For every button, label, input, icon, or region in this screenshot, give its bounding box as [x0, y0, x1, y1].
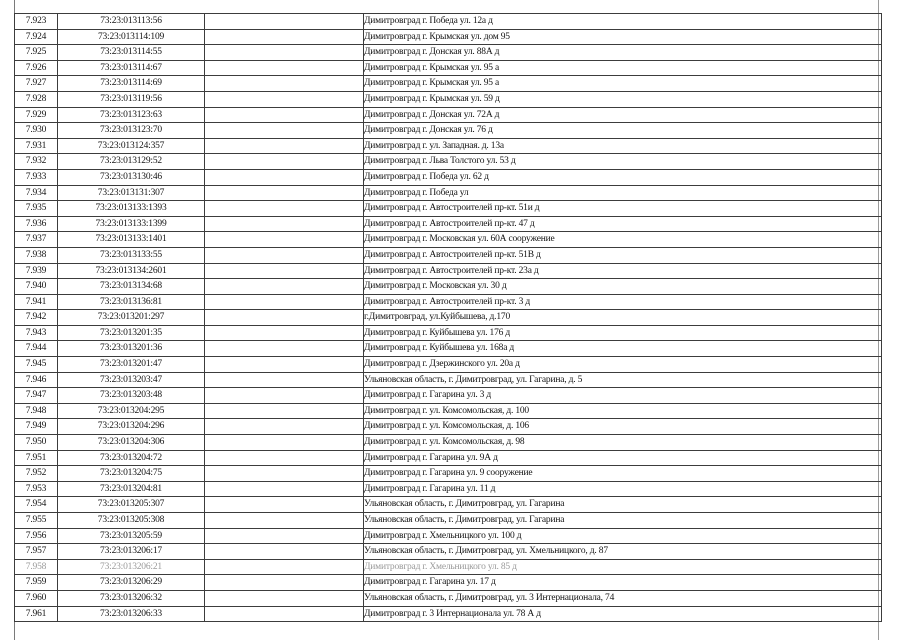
cadastral-number: 73:23:013204:75	[58, 466, 205, 482]
row-number: 7.935	[15, 201, 58, 217]
address-cell: Димитровград г. Донская ул. 88А д	[364, 45, 882, 61]
empty-cell	[205, 138, 364, 154]
empty-cell	[205, 60, 364, 76]
empty-cell	[205, 310, 364, 326]
empty-cell	[205, 325, 364, 341]
address-cell: Димитровград г. Гагарина ул. 9 сооружение	[364, 466, 882, 482]
row-number: 7.957	[15, 544, 58, 560]
table-row	[15, 45, 882, 61]
table-row	[15, 559, 882, 575]
table-row	[15, 232, 882, 248]
row-number: 7.933	[15, 169, 58, 185]
cadastral-number: 73:23:013206:21	[58, 559, 205, 575]
row-number: 7.961	[15, 606, 58, 622]
row-number: 7.950	[15, 435, 58, 451]
table-row	[15, 60, 882, 76]
empty-cell	[205, 294, 364, 310]
empty-cell	[205, 154, 364, 170]
address-cell: Димитровград г. Гагарина ул. 11 д	[364, 481, 882, 497]
table-row	[15, 481, 882, 497]
address-cell: Димитровград г. Хмельницкого ул. 100 д	[364, 528, 882, 544]
row-number: 7.951	[15, 450, 58, 466]
cadastral-number: 73:23:013133:1401	[58, 232, 205, 248]
address-cell: Димитровград г. Льва Толстого ул. 53 д	[364, 154, 882, 170]
table-row	[15, 201, 882, 217]
row-number: 7.932	[15, 154, 58, 170]
empty-cell	[205, 450, 364, 466]
table-row	[15, 294, 882, 310]
empty-cell	[205, 388, 364, 404]
empty-cell	[205, 169, 364, 185]
row-number: 7.939	[15, 263, 58, 279]
cadastral-number: 73:23:013123:70	[58, 123, 205, 139]
row-number: 7.947	[15, 388, 58, 404]
empty-cell	[205, 575, 364, 591]
address-cell: Димитровград г. ул. Западная. д. 13а	[364, 138, 882, 154]
empty-cell	[205, 544, 364, 560]
table-row	[15, 341, 882, 357]
table-row	[15, 466, 882, 482]
empty-cell	[205, 606, 364, 622]
row-number: 7.936	[15, 216, 58, 232]
row-number: 7.944	[15, 341, 58, 357]
cadastral-number: 73:23:013204:306	[58, 435, 205, 451]
row-number: 7.941	[15, 294, 58, 310]
cadastral-number: 73:23:013114:67	[58, 60, 205, 76]
empty-cell	[205, 14, 364, 30]
row-number: 7.924	[15, 29, 58, 45]
cadastral-number: 73:23:013114:109	[58, 29, 205, 45]
table-row	[15, 403, 882, 419]
row-number: 7.959	[15, 575, 58, 591]
empty-cell	[205, 435, 364, 451]
table-row	[15, 435, 882, 451]
cadastral-number: 73:23:013205:308	[58, 513, 205, 529]
address-cell: Димитровград г. Куйбышева ул. 176 д	[364, 325, 882, 341]
cadastral-number: 73:23:013206:33	[58, 606, 205, 622]
empty-cell	[205, 559, 364, 575]
empty-cell	[205, 91, 364, 107]
empty-cell	[205, 279, 364, 295]
cadastral-number: 73:23:013131:307	[58, 185, 205, 201]
row-number: 7.960	[15, 590, 58, 606]
empty-cell	[205, 247, 364, 263]
table-row	[15, 419, 882, 435]
cadastral-number: 73:23:013203:47	[58, 372, 205, 388]
row-number: 7.946	[15, 372, 58, 388]
cadastral-number: 73:23:013206:29	[58, 575, 205, 591]
empty-cell	[205, 590, 364, 606]
row-number: 7.937	[15, 232, 58, 248]
row-number: 7.934	[15, 185, 58, 201]
cadastral-number: 73:23:013205:307	[58, 497, 205, 513]
empty-cell	[205, 45, 364, 61]
row-number: 7.930	[15, 123, 58, 139]
row-number: 7.956	[15, 528, 58, 544]
address-cell: Димитровград г. Хмельницкого ул. 85 д	[364, 559, 882, 575]
cadastral-number: 73:23:013201:36	[58, 341, 205, 357]
cadastral-number: 73:23:013201:47	[58, 357, 205, 373]
table-row	[15, 357, 882, 373]
table-row	[15, 279, 882, 295]
table-row	[15, 154, 882, 170]
address-cell: Димитровград г. 3 Интернационала ул. 78 А д	[364, 606, 882, 622]
address-cell: Димитровград г. Донская ул. 72А д	[364, 107, 882, 123]
row-number: 7.942	[15, 310, 58, 326]
empty-cell	[205, 232, 364, 248]
empty-cell	[205, 185, 364, 201]
cadastral-number: 73:23:013203:48	[58, 388, 205, 404]
table-row	[15, 528, 882, 544]
cadastral-number: 73:23:013204:296	[58, 419, 205, 435]
cadastral-number: 73:23:013134:2601	[58, 263, 205, 279]
table-row	[15, 263, 882, 279]
cadastral-number: 73:23:013134:68	[58, 279, 205, 295]
address-cell: Димитровград г. ул. Комсомольская, д. 98	[364, 435, 882, 451]
address-cell: Ульяновская область, г. Димитровград, ул. Гагарина	[364, 513, 882, 529]
table-row	[15, 14, 882, 30]
empty-cell	[205, 419, 364, 435]
address-cell: Димитровград г. Победа ул. 12а д	[364, 14, 882, 30]
table-row	[15, 169, 882, 185]
address-cell: Димитровград г. Автостроителей пр-кт. 51В д	[364, 247, 882, 263]
table-row	[15, 450, 882, 466]
address-cell: Димитровград г. Московская ул. 60А сооружение	[364, 232, 882, 248]
empty-cell	[205, 513, 364, 529]
row-number: 7.958	[15, 559, 58, 575]
address-cell: Димитровград г. Автостроителей пр-кт. 51и д	[364, 201, 882, 217]
row-number: 7.927	[15, 76, 58, 92]
cadastral-number: 73:23:013201:297	[58, 310, 205, 326]
address-cell: г.Димитровград, ул.Куйбышева, д.170	[364, 310, 882, 326]
address-cell: Димитровград г. ул. Комсомольская, д. 106	[364, 419, 882, 435]
cadastral-number: 73:23:013204:295	[58, 403, 205, 419]
cadastral-number: 73:23:013130:46	[58, 169, 205, 185]
empty-cell	[205, 201, 364, 217]
address-cell: Димитровград г. ул. Комсомольская, д. 100	[364, 403, 882, 419]
table-row	[15, 310, 882, 326]
cadastral-number: 73:23:013206:32	[58, 590, 205, 606]
address-cell: Димитровград г. Автостроителей пр-кт. 23а д	[364, 263, 882, 279]
row-number: 7.948	[15, 403, 58, 419]
table-row	[15, 76, 882, 92]
row-number: 7.923	[15, 14, 58, 30]
cadastral-number: 73:23:013204:81	[58, 481, 205, 497]
empty-cell	[205, 29, 364, 45]
address-cell: Димитровград г. Куйбышева ул. 168а д	[364, 341, 882, 357]
row-number: 7.925	[15, 45, 58, 61]
cadastral-number: 73:23:013129:52	[58, 154, 205, 170]
table-row	[15, 325, 882, 341]
row-number: 7.953	[15, 481, 58, 497]
empty-cell	[205, 123, 364, 139]
row-number: 7.926	[15, 60, 58, 76]
table-row	[15, 544, 882, 560]
address-cell: Ульяновская область, г. Димитровград, ул. 3 Интернационала, 74	[364, 590, 882, 606]
header-strip	[14, 0, 878, 14]
table-row	[15, 29, 882, 45]
row-number: 7.955	[15, 513, 58, 529]
row-number: 7.949	[15, 419, 58, 435]
row-number: 7.954	[15, 497, 58, 513]
table-row	[15, 216, 882, 232]
address-cell: Димитровград г. Крымская ул. 95 а	[364, 60, 882, 76]
empty-cell	[205, 466, 364, 482]
row-number: 7.945	[15, 357, 58, 373]
cadastral-number: 73:23:013136:81	[58, 294, 205, 310]
row-number: 7.929	[15, 107, 58, 123]
cadastral-number: 73:23:013123:63	[58, 107, 205, 123]
empty-cell	[205, 341, 364, 357]
empty-cell	[205, 528, 364, 544]
empty-cell	[205, 107, 364, 123]
address-cell: Димитровград г. Московская ул. 30 д	[364, 279, 882, 295]
empty-cell	[205, 372, 364, 388]
table-row	[15, 138, 882, 154]
address-cell: Димитровград г. Гагарина ул. 3 д	[364, 388, 882, 404]
address-cell: Димитровград г. Донская ул. 76 д	[364, 123, 882, 139]
cadastral-number: 73:23:013206:17	[58, 544, 205, 560]
empty-cell	[205, 216, 364, 232]
cadastral-number: 73:23:013201:35	[58, 325, 205, 341]
address-cell: Ульяновская область, г. Димитровград, ул. Хмельницкого, д. 87	[364, 544, 882, 560]
table-row	[15, 575, 882, 591]
row-number: 7.952	[15, 466, 58, 482]
address-cell: Димитровград г. Гагарина ул. 9А д	[364, 450, 882, 466]
empty-cell	[205, 497, 364, 513]
address-cell: Димитровград г. Крымская ул. дом 95	[364, 29, 882, 45]
cadastral-number: 73:23:013114:55	[58, 45, 205, 61]
table-row	[15, 497, 882, 513]
empty-cell	[205, 357, 364, 373]
empty-cell	[205, 76, 364, 92]
table-row	[15, 590, 882, 606]
address-cell: Димитровград г. Победа ул	[364, 185, 882, 201]
row-number: 7.938	[15, 247, 58, 263]
address-cell: Ульяновская область, г. Димитровград, ул. Гагарина, д. 5	[364, 372, 882, 388]
row-number: 7.943	[15, 325, 58, 341]
address-cell: Димитровград г. Дзержинского ул. 20а д	[364, 357, 882, 373]
table-row	[15, 91, 882, 107]
cadastral-number: 73:23:013204:72	[58, 450, 205, 466]
table-row	[15, 606, 882, 622]
address-cell: Ульяновская область, г. Димитровград, ул. Гагарина	[364, 497, 882, 513]
cadastral-number: 73:23:013133:55	[58, 247, 205, 263]
cadastral-number: 73:23:013205:59	[58, 528, 205, 544]
row-number: 7.940	[15, 279, 58, 295]
row-number: 7.928	[15, 91, 58, 107]
table-row	[15, 107, 882, 123]
cadastral-number: 73:23:013113:56	[58, 14, 205, 30]
cadastral-number: 73:23:013133:1393	[58, 201, 205, 217]
address-cell: Димитровград г. Автостроителей пр-кт. 47 д	[364, 216, 882, 232]
address-cell: Димитровград г. Автостроителей пр-кт. 3 д	[364, 294, 882, 310]
registry-table	[14, 13, 882, 622]
empty-cell	[205, 263, 364, 279]
cadastral-number: 73:23:013119:56	[58, 91, 205, 107]
address-cell: Димитровград г. Победа ул. 62 д	[364, 169, 882, 185]
address-cell: Димитровград г. Крымская ул. 95 а	[364, 76, 882, 92]
empty-cell	[205, 403, 364, 419]
cadastral-number: 73:23:013133:1399	[58, 216, 205, 232]
table-row	[15, 513, 882, 529]
empty-cell	[205, 481, 364, 497]
cadastral-number: 73:23:013114:69	[58, 76, 205, 92]
registry-table-body	[15, 14, 882, 622]
table-row	[15, 123, 882, 139]
address-cell: Димитровград г. Крымская ул. 59 д	[364, 91, 882, 107]
row-number: 7.931	[15, 138, 58, 154]
table-row	[15, 247, 882, 263]
table-row	[15, 388, 882, 404]
cadastral-number: 73:23:013124:357	[58, 138, 205, 154]
table-row	[15, 185, 882, 201]
table-row	[15, 372, 882, 388]
address-cell: Димитровград г. Гагарина ул. 17 д	[364, 575, 882, 591]
